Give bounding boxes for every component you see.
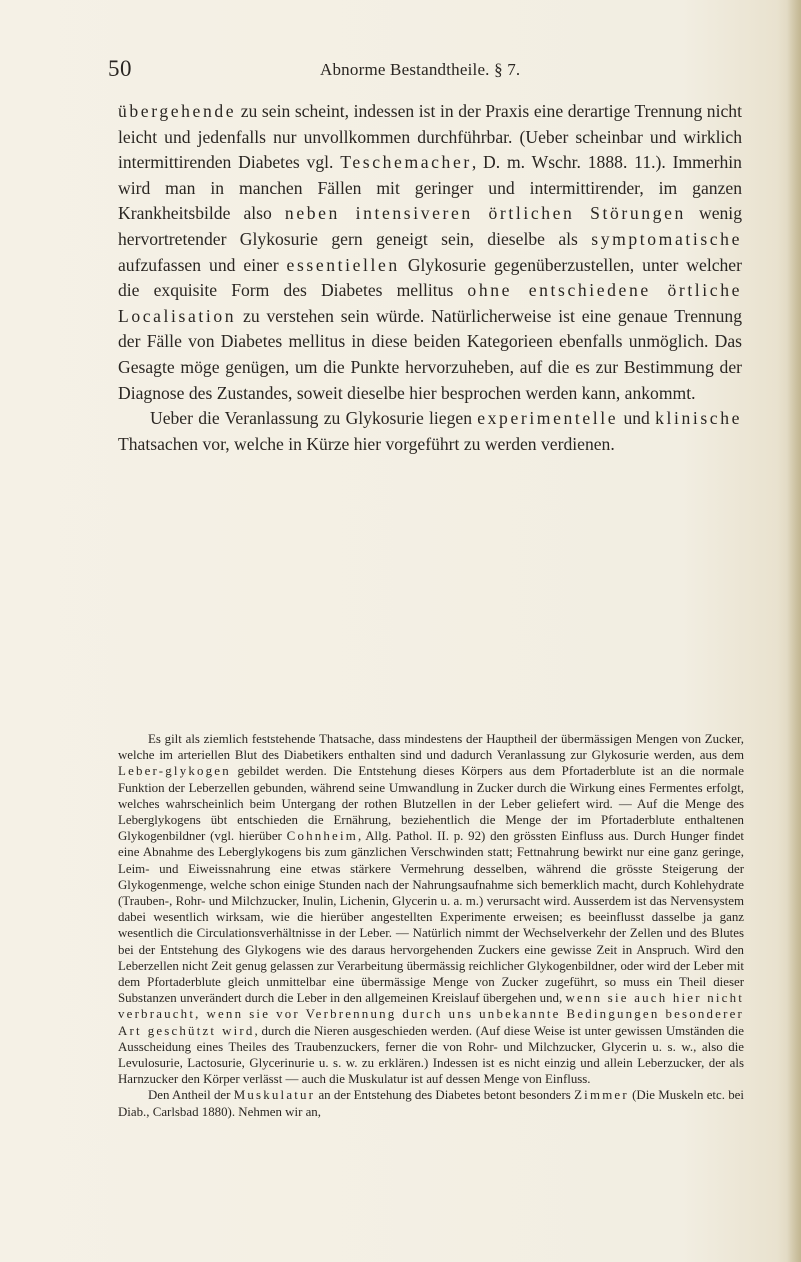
spaced-word: klinische: [655, 408, 742, 429]
text-run: , durch die Nieren ausgeschieden werden. (Auf diese Weise ist unter gewissen Umständen die Ausscheidung eines Theiles des Traubenzuckers, ferner die von Rohr- und Milchzucker, Glycerin u. s. w., also die Levulosurie, Lactosurie, Glycerinurie u. s. w. zu erklären.) Indessen ist es nicht einzig und allein Leberzucker, der als Harnzucker den Körper verlässt — auch die Muskulatur ist auf dessen Menge von Einfluss.: [118, 1023, 744, 1087]
text-run: (Die Muskeln etc. bei Diab., Carlsbad 1880). Nehmen wir an,: [118, 1088, 744, 1119]
main-paragraph-2: [118, 406, 742, 457]
text-run: , Allg. Pathol. II. p. 92) den grössten Einfluss aus. Durch Hunger findet eine Abnahme des Leberglykogens bis zum gänzlichen Verschwinden statt; Fettnahrung bewirkt nur eine ganz geringe, Leim- und Eiweissnahrung eine etwas stärkere Vermehrung desselben, während die grösste Steigerung der Glykogenmenge, welche schon einige Stunden nach der Nahrungsaufnahme sich bemerklich macht, durch Kohlehydrate (Trauben-, Rohr- und Milchzucker, Inulin, Lichenin, Glycerin u. a. m.) verursacht wird. Ausserdem ist das Nervensystem dabei wesentlich wirksam, wie die hierüber angestellten Experimente erweisen; es beeinflusst dasselbe ja ganz wesentlich die Circulationsverhältnisse in der Leber. — Natürlich nimmt der Wechselverkehr der Zellen und des Blutes bei der Entstehung des Glykogens wie des daraus hervorgehenden Zuckers eine gewisse Zeit in Anspruch. Wird den Leberzellen nicht Zeit genug gelassen zur Verarbeitung übermässig reichlicher Glykogenbildner, oder wird der Leber mit dem Pfortaderblute gleich unmittelbar eine übermässige Menge von Zucker zugeführt, so muss ein Theil dieser Substanzen unverändert durch die Leber in den allgemeinen Kreislauf übergehen und,: [118, 829, 745, 1006]
spaced-word: experimentelle: [477, 408, 619, 429]
text-run: an der Entstehung des Diabetes betont besonders: [315, 1088, 575, 1103]
text-run: Es gilt als ziemlich feststehende Thatsache, dass mindestens der Hauptheil der übermässigen Mengen von Zucker, welche im arteriellen Blut des Diabetikers enthalten sind und dadurch Veranlassung zur Glykosurie werden, aus dem: [118, 732, 744, 763]
text-run: , D. m. Wschr. 1888. 11.). Immerhin wird man in manchen Fällen mit geringer und intermittirender, im ganzen Krankheitsbilde also: [118, 152, 742, 224]
text-run: Ueber die Veranlassung zu Glykosurie liegen: [150, 408, 478, 429]
note-paragraph-2: [118, 1087, 744, 1119]
spaced-word: symptomatische: [591, 228, 742, 249]
text-run: gebildet werden. Die Entstehung dieses Körpers aus dem Pfortaderblute ist an die normale Funktion der Leberzellen gebunden, während seine Umwandlung in Zucker durch die Wirkung eines Fermentes erfolgt, welches wahrscheinlich beim Untergang der rothen Blutzellen in der Leber geliefert wird. — Auf die Menge des Leberglykogens übt entschieden die Ernährung, beziehentlich die Menge der im Pfortaderblute enthaltenen Glykogenbildner (vgl. hierüber: [118, 764, 744, 844]
running-head: Abnorme Bestandtheile. § 7.: [320, 60, 521, 79]
text-run: und: [618, 408, 656, 429]
text-run: zu verstehen sein würde. Natürlicherweise ist eine genaue Trennung der Fälle von Diabetes mellitus in diese beiden Kategorieen ebenfalls unmöglich. Das Gesagte möge genügen, um die Punkte hervorzuheben, auf die es zur Bestimmung der Diagnose des Zustandes, soweit dieselbe hier besprochen werden kann, ankommt.: [118, 305, 742, 403]
page-edge-shadow: [787, 0, 801, 1262]
spaced-phrase: neben intensiveren örtlichen Störungen: [284, 203, 686, 224]
spaced-phrase: wenn sie auch hier nicht verbraucht, wenn sie vor Verbrennung durch uns unbekannte Bedingungen besonderer Art geschützt wird: [118, 991, 744, 1038]
page-header: [108, 56, 748, 82]
small-print-notes: [118, 731, 744, 1120]
main-paragraph-1: [118, 99, 742, 406]
text-run: Glykosurie gegenüberzustellen, unter welcher die exquisite Form des Diabetes mellitus: [118, 254, 742, 301]
text-run: Den Antheil der: [148, 1088, 234, 1103]
author-name: Cohnheim: [286, 829, 358, 844]
spaced-word: Muskulatur: [233, 1088, 316, 1103]
text-run: Thatsachen vor, welche in Kürze hier vorgeführt zu werden verdienen.: [118, 433, 615, 454]
text-run: aufzufassen und einer: [118, 254, 287, 275]
text-run: zu sein scheint, indessen ist in der Praxis eine derartige Trennung nicht leicht und jedenfalls nur unvollkommen durchführbar. (Ueber scheinbar und wirklich intermittirenden Diabetes vgl.: [118, 101, 742, 173]
spaced-word: essentiellen: [286, 254, 400, 275]
note-paragraph-1: [118, 731, 744, 1087]
spaced-word: Leber-glykogen: [118, 764, 231, 779]
spaced-word: übergehende: [118, 101, 237, 121]
author-name: Teschemacher: [340, 152, 472, 173]
main-text: [118, 99, 742, 457]
spaced-phrase: ohne entschiedene örtliche Localisation: [118, 280, 743, 326]
text-run: wenig hervortretender Glykosurie gern geneigt sein, dieselbe als: [118, 203, 742, 249]
author-name: Zimmer: [574, 1088, 629, 1103]
page-number: 50: [108, 56, 132, 81]
